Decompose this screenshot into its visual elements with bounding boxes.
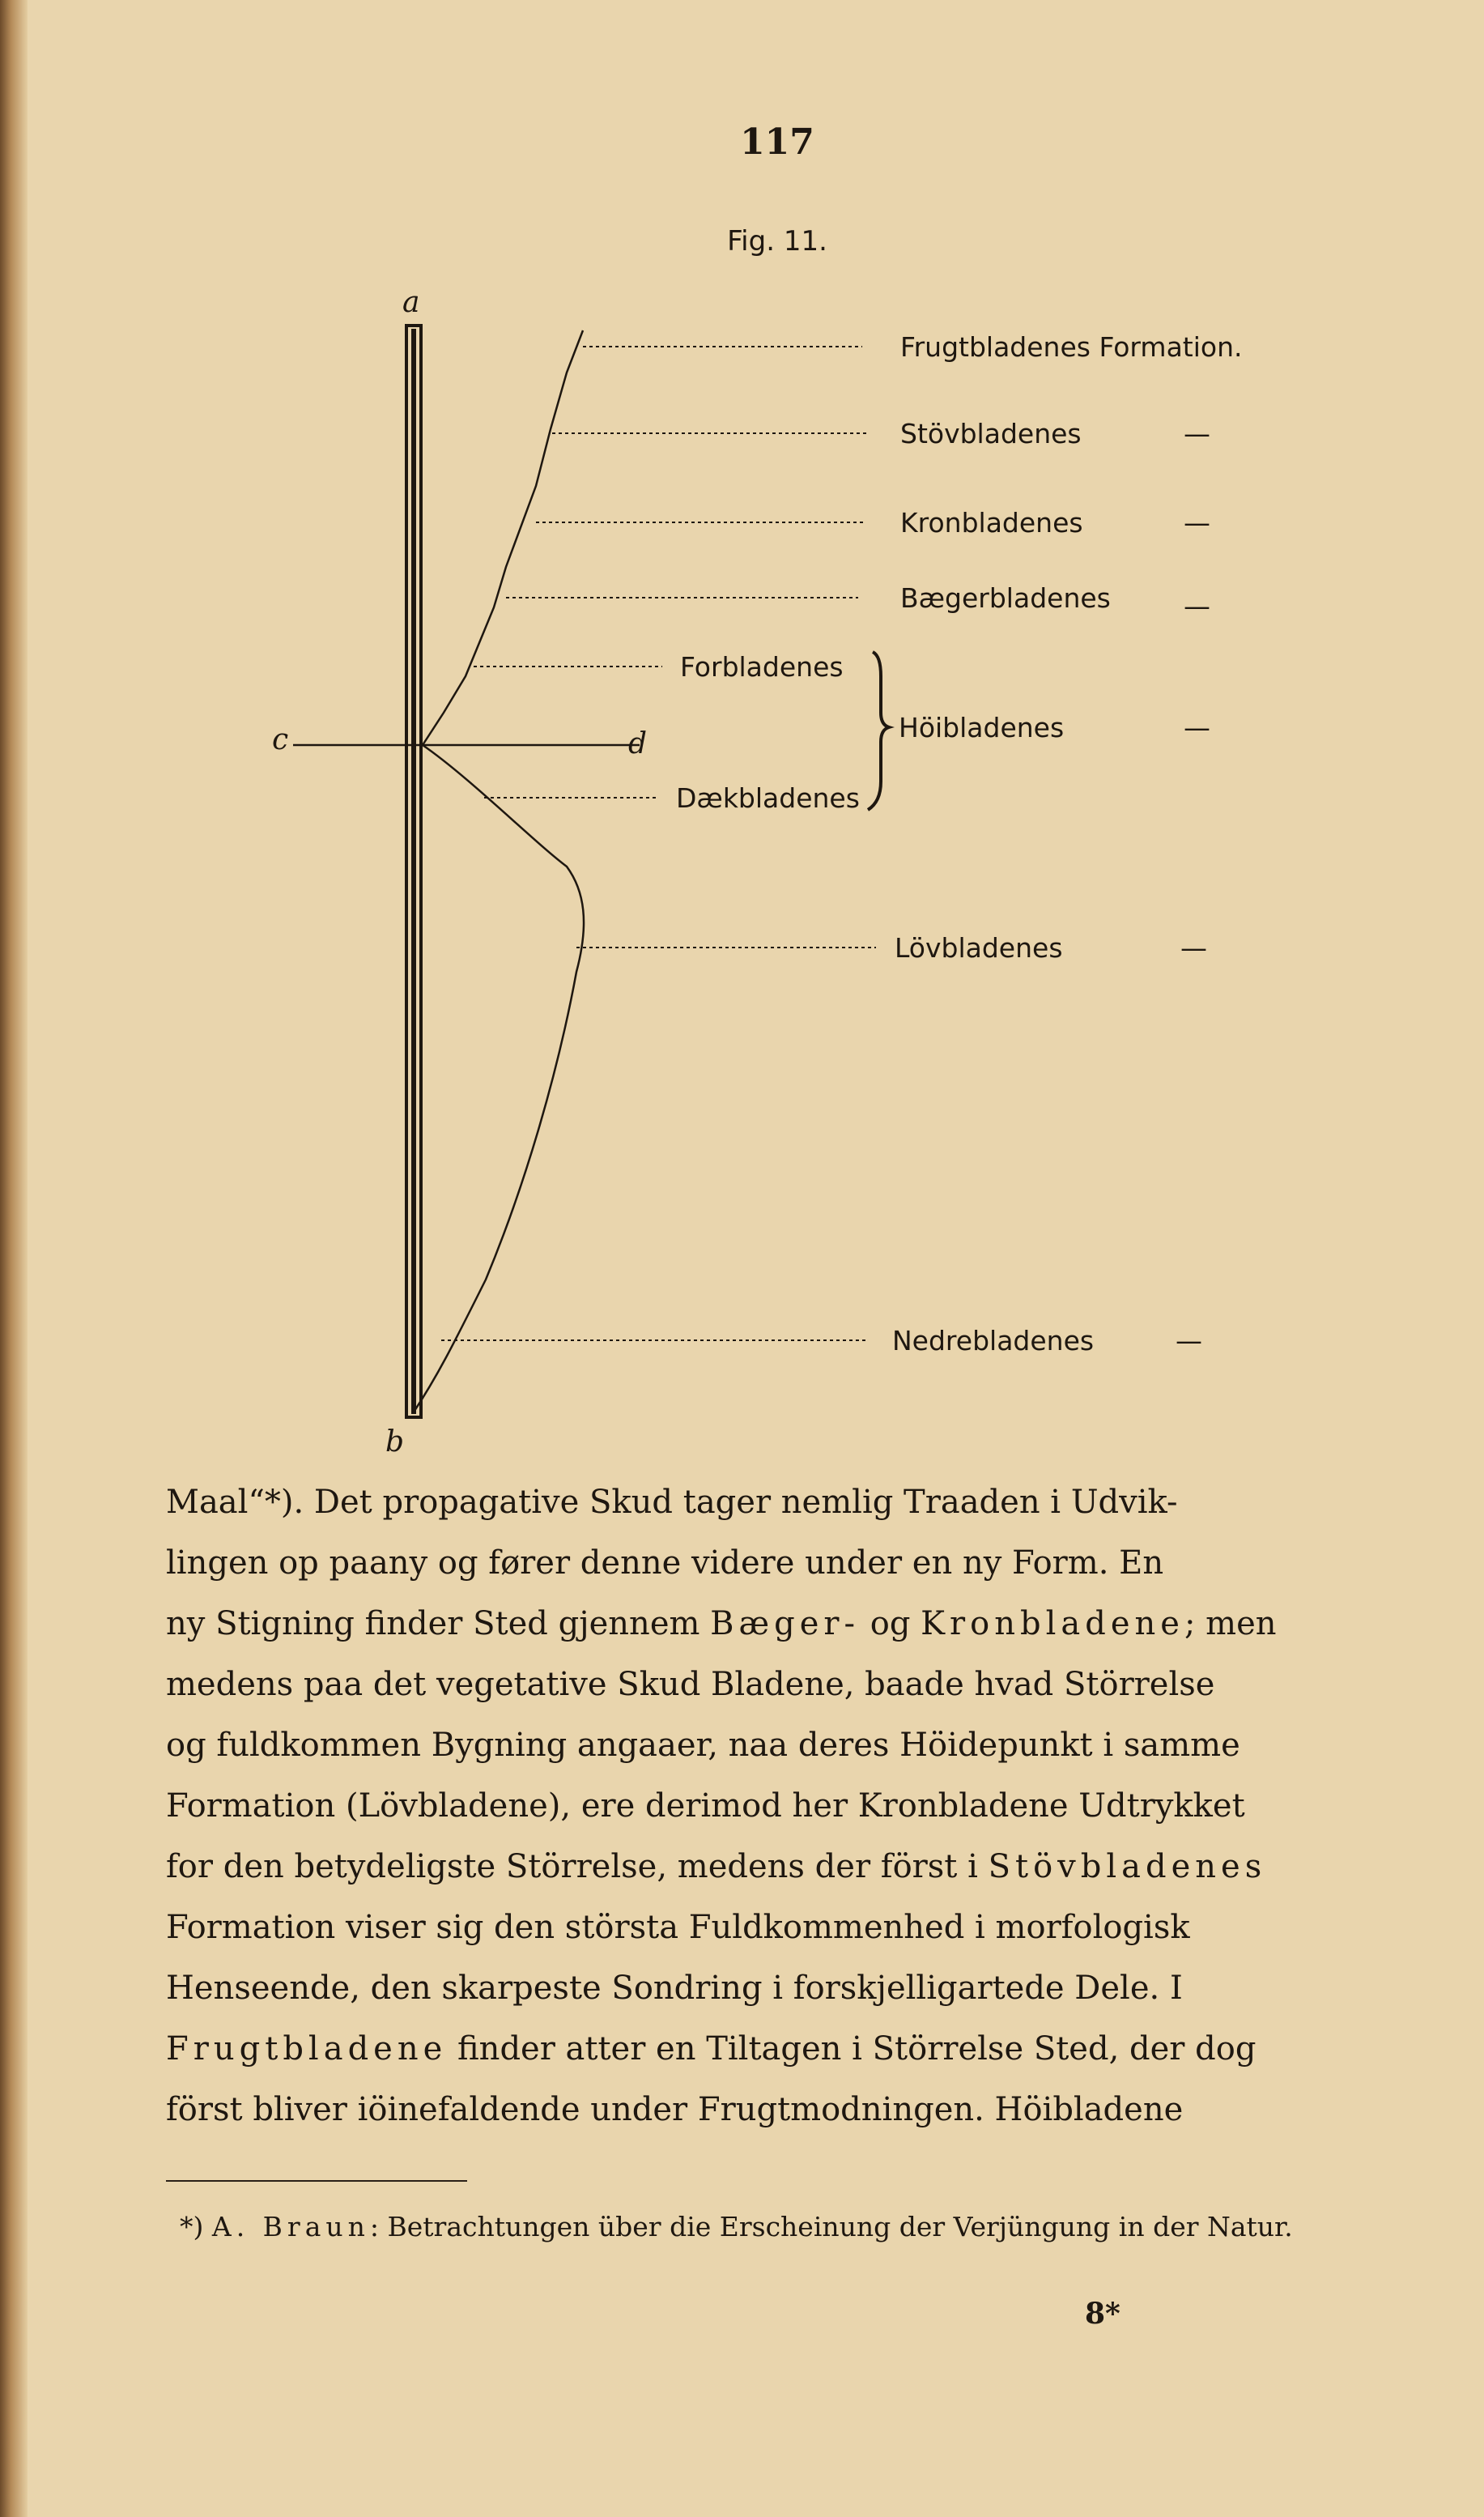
text-line: ny Stigning finder Sted gjennem Bæger- og Kronbladene; men (166, 1605, 1277, 1642)
footnote-text: : Betrachtungen über die Erscheinung der Verjüngung in der Natur. (369, 2211, 1293, 2242)
ditto-baeger: — (1184, 590, 1210, 622)
hoiblad-brace (868, 652, 889, 810)
label-forbladenes: Forbladenes (680, 651, 844, 683)
figure-title: Fig. 11. (727, 225, 827, 258)
body-paragraph (166, 1472, 1344, 2140)
footnote-author: A. Braun (211, 2211, 370, 2242)
label-frugtbladenes: Frugtbladenes Formation. (900, 331, 1243, 363)
label-hoibladenes: Höibladenes (899, 712, 1065, 743)
ditto-hoiblad: — (1184, 712, 1210, 743)
point-b-label: b (385, 1425, 405, 1458)
label-baegerbladenes: Bægerbladenes (900, 582, 1111, 614)
point-a-label: a (402, 286, 420, 319)
label-stovbladenes: Stövbladenes (900, 418, 1082, 449)
ditto-lovblad: — (1180, 932, 1207, 964)
page-number: 117 (740, 121, 814, 163)
ditto-kron: — (1184, 507, 1210, 539)
label-daekbladenes: Dækbladenes (676, 782, 860, 814)
point-c-label: c (272, 723, 289, 756)
ditto-nedreblad: — (1176, 1325, 1202, 1356)
label-lovbladenes: Lövbladenes (895, 932, 1063, 964)
text-line: og fuldkommen Bygning angaaer, naa deres Höidepunkt i samme (166, 1727, 1240, 1764)
label-nedrebladenes: Nedrebladenes (892, 1325, 1095, 1356)
signature-mark: 8* (1085, 2297, 1120, 2331)
text-line: först bliver iöinefaldende under Frugtmodningen. Höibladene (166, 2091, 1184, 2128)
text-line: Frugtbladene finder atter en Tiltagen i Störrelse Sted, der dog (166, 2030, 1257, 2068)
label-kronbladenes: Kronbladenes (900, 507, 1083, 539)
point-d-label: d (628, 727, 648, 760)
upper-development-curve (423, 330, 583, 745)
text-line: medens paa det vegetative Skud Bladene, baade hvad Störrelse (166, 1666, 1215, 1703)
text-line: lingen op paany og fører denne videre under en ny Form. En (166, 1544, 1164, 1582)
footnote-mark: *) (180, 2211, 204, 2242)
text-line: Maal“*). Det propagative Skud tager nemlig Traaden i Udvik- (166, 1484, 1178, 1521)
footnote (180, 2204, 1346, 2250)
text-line: Formation (Lövbladene), ere derimod her Kronbladene Udtrykket (166, 1787, 1245, 1825)
text-line: Henseende, den skarpeste Sondring i forskjelligartede Dele. I (166, 1970, 1183, 2007)
lower-development-curve (413, 745, 584, 1413)
ditto-stov: — (1184, 418, 1210, 449)
text-line: for den betydeligste Störrelse, medens der först i Stövbladenes (166, 1848, 1267, 1885)
footnote-rule (166, 2180, 467, 2182)
text-line: Formation viser sig den största Fuldkommenhed i morfologisk (166, 1909, 1190, 1946)
